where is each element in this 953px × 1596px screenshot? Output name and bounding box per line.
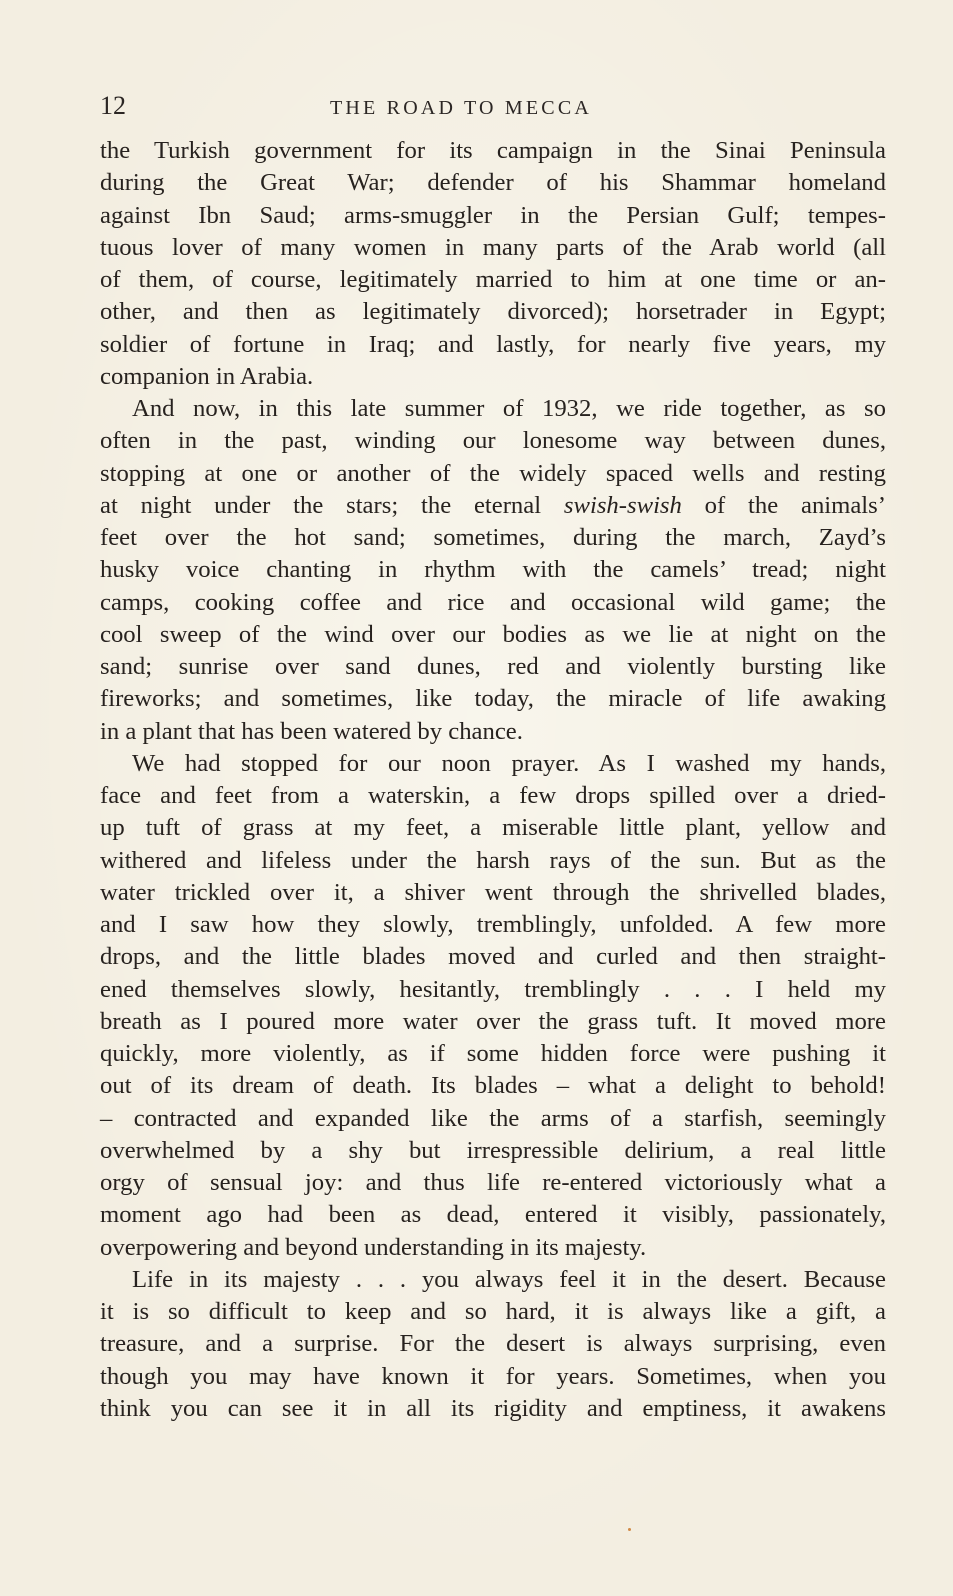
text-line: soldier of fortune in Iraq; and lastly, for nearly five years, my: [100, 330, 886, 358]
text-line: think you can see it in all its rigidity and emptiness, it awakens: [100, 1394, 886, 1422]
italic-phrase: swish-swish: [563, 491, 682, 519]
text-line: during the Great War; defender of his Shammar homeland: [100, 169, 886, 197]
text-line: cool sweep of the wind over our bodies as we lie at night on the: [100, 620, 886, 648]
text-line: breath as I poured more water over the grass tuft. It moved more: [100, 1007, 886, 1035]
text-line: – contracted and expanded like the arms of a starfish, seemingly: [100, 1104, 886, 1132]
text-line: face and feet from a waterskin, a few drops spilled over a dried-: [100, 782, 886, 809]
text-line: overwhelmed by a shy but irrespressible delirium, a real little: [100, 1136, 886, 1164]
paper-speck: [628, 1528, 631, 1531]
text-line: feet over the hot sand; sometimes, during the march, Zayd’s: [100, 524, 886, 551]
text-line: at night under the stars; the eternal swish-swish of the animals’: [100, 491, 886, 519]
text-line: other, and then as legitimately divorced); horsetrader in Egypt;: [100, 298, 886, 326]
text-line: treasure, and a surprise. For the desert is always surprising, even: [100, 1330, 886, 1358]
text-line: fireworks; and sometimes, like today, the miracle of life awaking: [100, 685, 886, 713]
text-line: moment ago had been as dead, entered it visibly, passionately,: [100, 1201, 886, 1229]
text-line: And now, in this late summer of 1932, we ride together, as so: [132, 395, 886, 422]
text-line: out of its dream of death. Its blades – what a delight to behold!: [100, 1072, 886, 1100]
text-line: water trickled over it, a shiver went through the shrivelled blades,: [100, 878, 886, 906]
running-title: THE ROAD TO MECCA: [330, 97, 593, 119]
body-text: [100, 135, 886, 1425]
text-line: against Ibn Saud; arms-smuggler in the Persian Gulf; tempes-: [100, 201, 886, 229]
text-line: overpowering and beyond understanding in its majesty.: [100, 1233, 647, 1261]
text-line: sand; sunrise over sand dunes, red and violently bursting like: [100, 653, 886, 680]
text-line: drops, and the little blades moved and curled and then straight-: [100, 943, 886, 971]
text-line: Life in its majesty . . . you always feel it in the desert. Because: [132, 1265, 886, 1293]
text-line: up tuft of grass at my feet, a miserable little plant, yellow and: [100, 814, 886, 842]
text-line: tuous lover of many women in many parts of the Arab world (all: [100, 233, 886, 261]
text-line: it is so difficult to keep and so hard, it is always like a gift, a: [100, 1298, 886, 1325]
text-line: stopping at one or another of the widely spaced wells and resting: [100, 459, 886, 487]
text-line: We had stopped for our noon prayer. As I washed my hands,: [132, 749, 886, 777]
text-line: companion in Arabia.: [100, 362, 314, 390]
text-line: the Turkish government for its campaign in the Sinai Peninsula: [100, 137, 886, 164]
text-line: quickly, more violently, as if some hidden force were pushing it: [100, 1040, 886, 1067]
text-line: of them, of course, legitimately married to him at one time or an-: [100, 266, 886, 293]
text-line: and I saw how they slowly, tremblingly, unfolded. A few more: [100, 911, 886, 938]
page-number: 12: [100, 91, 126, 120]
text-line: in a plant that has been watered by chance.: [100, 717, 523, 745]
text-line: though you may have known it for years. Sometimes, when you: [100, 1362, 886, 1390]
text-line: withered and lifeless under the harsh rays of the sun. But as the: [100, 846, 886, 874]
text-line: orgy of sensual joy: and thus life re-entered victoriously what a: [100, 1169, 886, 1196]
text-line: husky voice chanting in rhythm with the camels’ tread; night: [100, 556, 886, 584]
text-line: often in the past, winding our lonesome way between dunes,: [100, 427, 886, 455]
running-head: [100, 90, 890, 122]
text-line: camps, cooking coffee and rice and occasional wild game; the: [100, 588, 886, 616]
text-line: ened themselves slowly, hesitantly, tremblingly . . . I held my: [100, 975, 886, 1003]
